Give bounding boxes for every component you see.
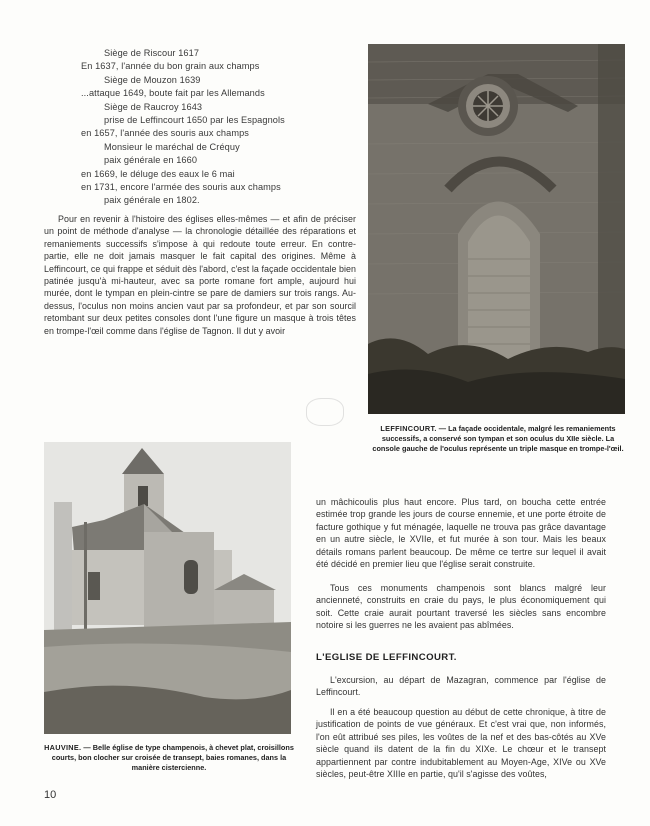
chronology-line: Monsieur le maréchal de Créquy xyxy=(104,141,240,152)
chronology-line: Siège de Mouzon 1639 xyxy=(104,74,201,85)
chronology-list xyxy=(0,47,340,208)
excursion-paragraph: L'excursion, au départ de Mazagran, commence par l'église de Leffincourt. xyxy=(316,675,606,698)
page-number: 10 xyxy=(44,789,57,801)
chronology-line: ...attaque 1649, boute fait par les Allemands xyxy=(81,88,265,99)
continuation-paragraph: un mâchicoulis plus haut encore. Plus tard, on boucha cette entrée estimée trop grande les jours de course ennemie, et une porte étroite de facture gothique y fut ménagée, laquelle ne trouva pas grâce davantage en un autre siècle, le XVIIe, et fut murée à son tour. Mais les beaux détails romans parlent beaucoup. De même ce tertre sur lequel il avait été décidé en premier lieu que l'église serait construite. xyxy=(316,497,606,570)
section-heading: L'EGLISE DE LEFFINCOURT. xyxy=(316,652,457,663)
chronology-line: en 1669, le déluge des eaux le 6 mai xyxy=(81,168,235,179)
leffincourt-facade-photo xyxy=(368,44,625,414)
chronology-line: En 1637, l'année du bon grain aux champs xyxy=(81,61,260,72)
chronology-line: Siège de Raucroy 1643 xyxy=(104,101,203,112)
library-stamp xyxy=(306,398,344,426)
chronology-line: paix générale en 1660 xyxy=(104,155,198,166)
hauvine-church-photo xyxy=(44,442,291,734)
hauvine-caption: HAUVINE. — Belle église de type champenois, à chevet plat, croisillons courts, bon clocher sur croisée de transept, baies romanes, dans la manière cistercienne. xyxy=(44,743,294,772)
champenois-paragraph: Tous ces monuments champenois sont blancs malgré leur ancienneté, construits en craie du pays, le plus économiquement qui soit. Cette craie aurait pourtant traversé les siècles sans encombre notoire si les guerres ne les avaient pas abîmées. xyxy=(316,583,606,631)
chronology-line: prise de Leffincourt 1650 par les Espagnols xyxy=(104,115,285,126)
chronology-line: en 1657, l'année des souris aux champs xyxy=(81,128,249,139)
chronology-line: en 1731, encore l'armée des souris aux champs xyxy=(81,182,281,193)
chronology-line: Siège de Riscour 1617 xyxy=(104,48,200,58)
last-paragraph: Il en a été beaucoup question au début de cette chronique, à titre de justification de points de vue généraux. Et c'est vrai que, non informés, l'on eût attribué ses piles, les voûtes de la nef et des bas-côtés au XVe siècle quand ils datent de la fin du XIXe. Le chœur et le transept appartiennent par contre indubitablement au Moyen-Age, XIVe ou XVe siècles, peut-être XIIIe en partie, qu'il s'agisse des voûtes, xyxy=(316,707,606,780)
intro-paragraph: Pour en revenir à l'histoire des églises elles-mêmes — et afin de préciser un point de méthode d'analyse — la chronologie détaillée des réparations et remaniements successifs s'impose à qui redoute toute erreur. En contre-partie, elle ne doit jamais masquer le fait capital des origines. Même à Leffincourt, ce qui frappe et séduit dès l'abord, c'est la façade occidentale bien patinée jusqu'à mi-hauteur, avec sa porte romane fort ample, aujourd hui murée, dont le tympan en plein-cintre se pare de damiers sur trois rangs. Au-dessus, l'oculus non moins ancien vaut par sa profondeur, et par son sourcil retombant sur deux petites consoles dont l'une figure un masque à trois têtes en trompe-l'œil comme dans l'église de Tagnon. Il dut y avoir xyxy=(44,214,356,336)
chronology-line: paix générale en 1802. xyxy=(104,195,200,206)
leffincourt-caption: LEFFINCOURT. — La façade occidentale, malgré les remaniements successifs, a conservé son tympan et son oculus du XIIe siècle. La console gauche de l'oculus représente un triple masque en trompe-l'œil. xyxy=(372,424,624,453)
